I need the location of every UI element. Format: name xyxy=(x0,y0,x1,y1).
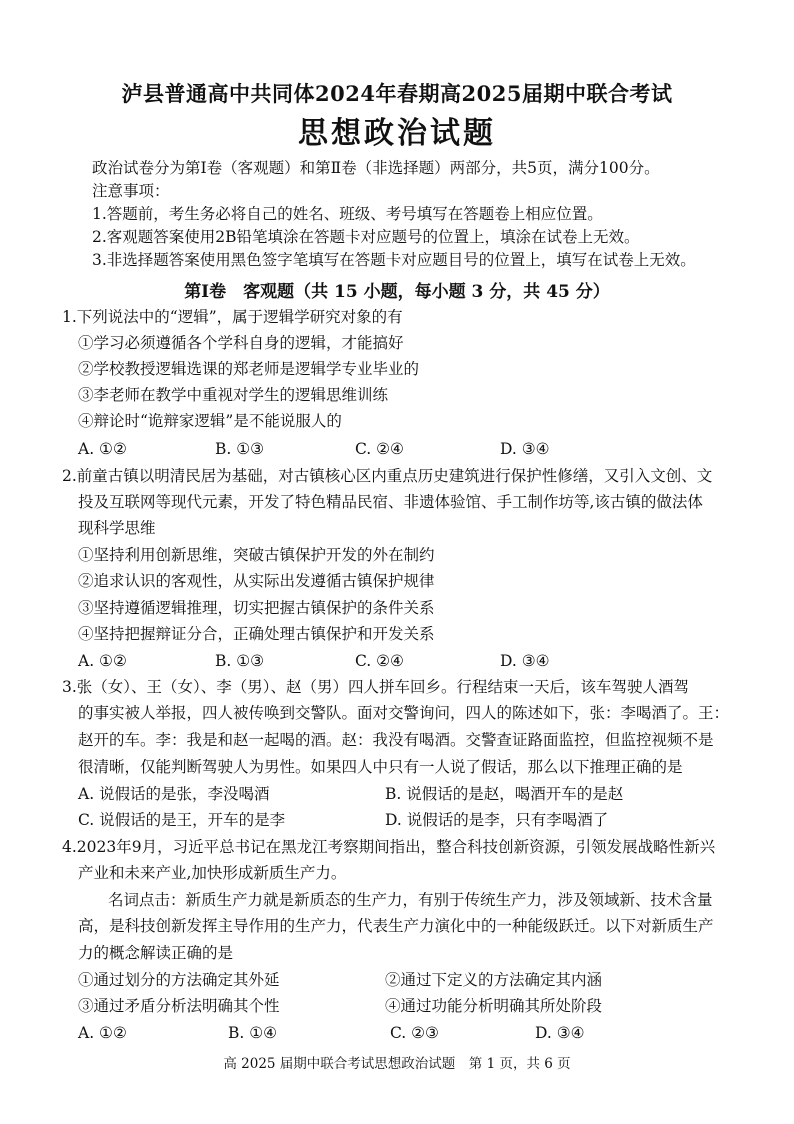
answer-option: D. ③④ xyxy=(500,652,550,670)
notice-item: 1.答题前，考生务必将自己的姓名、班级、考号填写在答题卷上相应位置。 xyxy=(92,205,603,223)
answer-option: B. ①③ xyxy=(215,440,265,458)
question-stem: 产业和未来产业,加快形成新质生产力。 xyxy=(78,864,347,882)
answer-option: C. ②③ xyxy=(390,1024,439,1042)
answer-option: A. 说假话的是张，李没喝酒 xyxy=(78,785,270,803)
question-statement: ③坚持遵循逻辑推理，切实把握古镇保护的条件关系 xyxy=(78,599,435,617)
answer-option: B. 说假话的是赵，喝酒开车的是赵 xyxy=(385,785,624,803)
question-material: 力的概念解读正确的是 xyxy=(78,944,234,962)
section-title: 第Ⅰ卷 客观题（共 15 小题，每小题 3 分，共 45 分） xyxy=(184,282,610,302)
question-stem: 投及互联网等现代元素，开发了特色精品民宿、非遗体验馆、手工制作坊等,该古镇的做法体 xyxy=(78,493,703,511)
question-stem: 现科学思维 xyxy=(78,519,156,537)
subject-title: 思想政治试题 xyxy=(298,116,496,151)
notice-item: 3.非选择题答案使用黑色签字笔填写在答题卡对应题目号的位置上，填写在试卷上无效。 xyxy=(92,251,696,269)
question-stem: 赵开的车。李：我是和赵一起喝的酒。赵：我没有喝酒。交警查证路面监控，但监控视频不是 xyxy=(78,731,714,749)
answer-option: C. ②④ xyxy=(355,652,404,670)
answer-option: C. ②④ xyxy=(355,440,404,458)
question-stem: 3.张（女）、王（女）、李（男）、赵（男）四人拼车回乡。行程结束一天后，该车驾驶人酒驾 xyxy=(62,678,690,696)
question-statement: ④辩论时“诡辩家逻辑”是不能说服人的 xyxy=(78,412,342,430)
instructions-intro: 政治试卷分为第Ⅰ卷（客观题）和第Ⅱ卷（非选择题）两部分，共5页，满分100分。 xyxy=(92,159,660,177)
question-statement: ②学校教授逻辑选课的郑老师是逻辑学专业毕业的 xyxy=(78,360,420,378)
question-stem: 4.2023年9月，习近平总书记在黑龙江考察期间指出，整合科技创新资源，引领发展战略性新兴 xyxy=(62,838,716,856)
question-statement: ①学习必须遵循各个学科自身的逻辑，才能搞好 xyxy=(78,334,404,352)
answer-option: D. 说假话的是李，只有李喝酒了 xyxy=(385,811,609,829)
notice-label: 注意事项： xyxy=(92,182,170,200)
question-statement: ①通过划分的方法确定其外延 xyxy=(78,971,280,989)
question-statement: ④通过功能分析明确其所处阶段 xyxy=(385,997,603,1015)
exam-title: 泸县普通高中共同体2024年春期高2025届期中联合考试 xyxy=(121,81,673,106)
question-statement: ③通过矛盾分析法明确其个性 xyxy=(78,997,280,1015)
question-statement: ①坚持利用创新思维，突破古镇保护开发的外在制约 xyxy=(78,546,435,564)
answer-option: B. ①④ xyxy=(228,1024,278,1042)
answer-option: D. ③④ xyxy=(535,1024,585,1042)
question-statement: ②追求认识的客观性，从实际出发遵循古镇保护规律 xyxy=(78,572,435,590)
question-stem: 2.前童古镇以明清民居为基础，对古镇核心区内重点历史建筑进行保护性修缮，又引入文创、文 xyxy=(62,467,713,485)
question-statement: ③李老师在教学中重视对学生的逻辑思维训练 xyxy=(78,386,389,404)
question-statement: ④坚持把握辩证分合，正确处理古镇保护和开发关系 xyxy=(78,625,435,643)
question-material: 名词点击：新质生产力就是新质态的生产力，有别于传统生产力，涉及领域新、技术含量 xyxy=(108,891,713,909)
answer-option: A. ①② xyxy=(78,652,127,670)
question-stem: 很清晰，仅能判断驾驶人为男性。如果四人中只有一人说了假话，那么以下推理正确的是 xyxy=(78,758,683,776)
answer-option: B. ①③ xyxy=(215,652,265,670)
question-material: 高，是科技创新发挥主导作用的生产力，代表生产力演化中的一种能级跃迁。以下对新质生产 xyxy=(78,917,714,935)
question-stem: 1.下列说法中的“逻辑”，属于逻辑学研究对象的有 xyxy=(62,308,403,326)
page-footer: 高 2025 届期中联合考试思想政治试题 第 1 页，共 6 页 xyxy=(223,1056,571,1072)
answer-option: A. ①② xyxy=(78,440,127,458)
answer-option: D. ③④ xyxy=(500,440,550,458)
answer-option: C. 说假话的是王，开车的是李 xyxy=(78,811,286,829)
notice-item: 2.客观题答案使用2B铅笔填涂在答题卡对应题号的位置上，填涂在试卷上无效。 xyxy=(92,228,640,246)
answer-option: A. ①② xyxy=(78,1024,127,1042)
question-stem: 的事实被人举报，四人被传唤到交警队。面对交警询问，四人的陈述如下，张：李喝酒了。王： xyxy=(78,704,730,722)
question-statement: ②通过下定义的方法确定其内涵 xyxy=(385,971,603,989)
